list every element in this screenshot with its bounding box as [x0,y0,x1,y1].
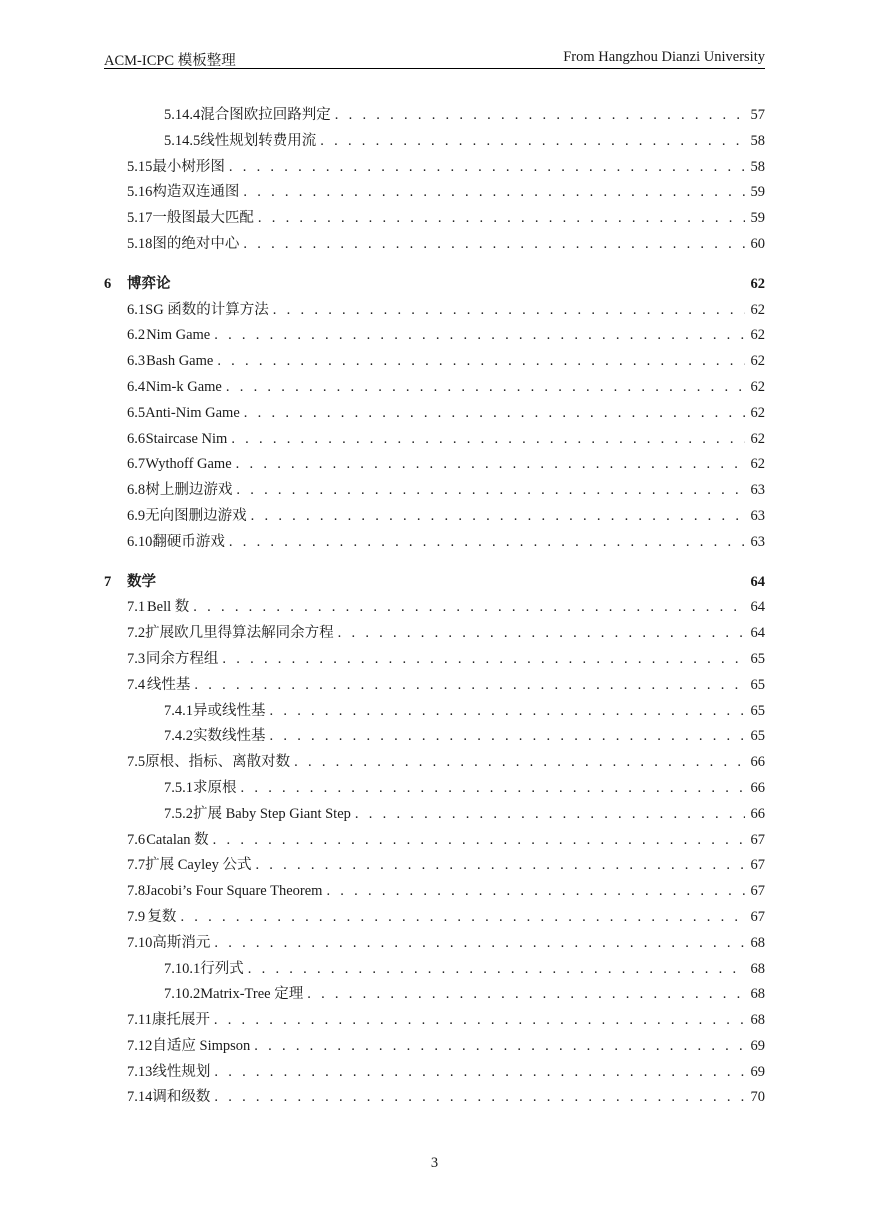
entry-title: Catalan 数 [146,831,209,848]
dot-leader [251,504,745,530]
entry-title: Matrix-Tree 定理 [200,986,304,1003]
entry-page: 65 [750,728,765,745]
entry-number: 6.4 [127,378,146,395]
toc-entry[interactable] [104,957,765,983]
dot-leader [273,298,745,324]
entry-number: 7.6 [127,831,146,848]
entry-page: 63 [750,533,765,550]
entry-page: 65 [750,650,765,667]
toc-chapter-6[interactable] [104,272,765,298]
entry-page: 62 [750,327,765,344]
entry-number: 6.3 [127,353,146,370]
entry-page: 57 [750,107,765,123]
entry-number: 7.5 [127,754,146,771]
entry-page: 67 [750,908,765,925]
entry-page: 70 [750,1089,765,1106]
toc-entry[interactable] [104,673,765,699]
entry-page: 67 [750,883,765,900]
dot-leader [193,595,745,621]
entry-title: 扩展欧几里得算法解同余方程 [145,625,334,642]
entry-number: 7.4.1 [164,702,193,719]
dot-leader [338,621,745,647]
entry-title: 调和级数 [152,1089,211,1106]
entry-number: 7.5.1 [164,779,193,796]
entry-number: 5.15 [127,158,153,175]
toc-entry[interactable] [104,828,765,854]
dot-leader [254,1034,745,1060]
entry-page: 62 [750,430,765,447]
entry-title: 线性规划转费用流 [200,132,317,149]
entry-title: 高斯消元 [152,934,211,951]
dot-leader [258,206,745,232]
entry-number: 7.2 [127,625,146,642]
entry-page: 66 [750,754,765,771]
entry-title: 康托展开 [151,1012,210,1029]
toc-entry[interactable] [104,879,765,905]
entry-title: 扩展 Baby Step Giant Step [193,805,351,822]
chapter-title: 数学 [127,573,156,590]
dot-leader [180,905,745,931]
entry-number: 6.1 [127,301,146,318]
entry-number: 7.8 [127,883,146,900]
dot-leader [214,323,745,349]
entry-title: 一般图最大匹配 [152,210,254,227]
entry-page: 69 [750,1037,765,1054]
entry-number: 7.10.2 [164,986,201,1003]
toc-chapter-7[interactable] [104,570,765,596]
toc-entry[interactable] [104,647,765,673]
entry-number: 7.3 [127,650,146,667]
entry-title: 同余方程组 [145,650,219,667]
entry-page: 59 [750,210,765,227]
entry-number: 6.10 [127,533,153,550]
entry-number: 7.4 [127,676,146,693]
entry-number: 7.4.2 [164,728,193,745]
toc-entry[interactable] [104,155,765,181]
dot-leader [255,853,745,879]
toc-entry[interactable] [104,401,765,427]
dot-leader [355,802,745,828]
dot-leader [226,375,745,401]
toc-entry[interactable] [104,180,765,206]
dot-leader [326,879,745,905]
toc-entry[interactable] [104,530,765,556]
header-title: ACM-ICPC 模板整理 [104,53,236,69]
entry-title: 无向图删边游戏 [145,507,247,524]
header-university: From Hangzhou Dianzi University [563,49,765,65]
entry-number: 7.11 [127,1012,152,1029]
entry-page: 68 [750,986,765,1003]
dot-leader [307,982,745,1008]
entry-title: Bash Game [146,353,214,370]
toc-section-7 [104,595,765,1111]
dot-leader [241,776,746,802]
toc-entry[interactable] [104,595,765,621]
entry-title: Bell 数 [146,599,190,616]
entry-title: Anti-Nim Game [145,404,240,421]
dot-leader [270,699,746,725]
dot-leader [335,103,745,129]
toc-section-6 [104,298,765,556]
toc-entry[interactable] [104,982,765,1008]
entry-number: 5.18 [127,235,153,252]
dot-leader [244,401,745,427]
table-of-contents [104,103,765,1111]
toc-entry[interactable] [104,349,765,375]
entry-page: 62 [750,353,765,370]
entry-number: 5.14.4 [164,107,201,123]
entry-page: 62 [750,378,765,395]
toc-entry[interactable] [104,478,765,504]
entry-number: 6.6 [127,430,146,447]
entry-page: 65 [750,702,765,719]
entry-page: 67 [750,857,765,874]
dot-leader [217,349,745,375]
entry-number: 7.5.2 [164,805,193,822]
entry-number: 6.9 [127,507,146,524]
entry-page: 68 [750,934,765,951]
toc-entry[interactable] [104,206,765,232]
entry-page: 66 [750,805,765,822]
entry-page: 68 [750,960,765,977]
entry-page: 67 [750,831,765,848]
entry-number: 7.10.1 [164,960,201,977]
entry-page: 60 [750,235,765,252]
entry-title: Wythoff Game [145,456,232,473]
entry-page: 63 [750,482,765,499]
toc-entry[interactable] [104,298,765,324]
toc-entry[interactable] [104,1060,765,1086]
toc-entry[interactable] [104,427,765,453]
toc-entry[interactable] [104,129,765,155]
toc-entry[interactable] [104,724,765,750]
entry-title: 树上删边游戏 [145,482,233,499]
entry-title: 复数 [147,908,177,925]
entry-number: 6.8 [127,482,146,499]
toc-section-5-tail [104,103,765,258]
dot-leader [236,478,745,504]
entry-title: 求原根 [193,779,237,796]
chapter-page: 64 [750,573,765,590]
entry-title: 原根、指标、离散对数 [145,754,291,771]
entry-number: 7.10 [127,934,153,951]
dot-leader [213,828,745,854]
chapter-title: 博弈论 [127,275,171,292]
entry-title: 最小树形图 [152,158,225,175]
toc-entry[interactable] [104,1034,765,1060]
toc-entry[interactable] [104,232,765,258]
dot-leader [236,452,745,478]
toc-entry[interactable] [104,699,765,725]
toc-entry[interactable] [104,323,765,349]
entry-number: 7.13 [127,1063,153,1080]
entry-page: 59 [750,184,765,201]
entry-page: 68 [750,1012,765,1029]
entry-number: 5.16 [127,184,153,201]
entry-number: 6.7 [127,456,146,473]
dot-leader [320,129,745,155]
entry-title: SG 函数的计算方法 [145,301,269,318]
dot-leader [214,1085,745,1111]
dot-leader [229,155,745,181]
entry-title: 异或线性基 [193,702,266,719]
entry-title: 线性基 [146,676,191,693]
entry-title: Nim-k Game [145,378,222,395]
toc-entry[interactable] [104,621,765,647]
toc-entry[interactable] [104,452,765,478]
dot-leader [294,750,745,776]
entry-number: 7.9 [127,908,146,925]
entry-title: 混合图欧拉回路判定 [200,107,331,123]
entry-page: 63 [750,507,765,524]
toc-entry[interactable] [104,1085,765,1111]
dot-leader [194,673,745,699]
entry-number: 7.7 [127,857,146,874]
entry-page: 69 [750,1063,765,1080]
entry-page: 58 [750,132,765,149]
dot-leader [229,530,745,556]
dot-leader [214,1060,745,1086]
entry-number: 7.14 [127,1089,153,1106]
entry-title: 扩展 Cayley 公式 [145,857,252,874]
entry-title: Nim Game [146,327,211,344]
toc-entry[interactable] [104,776,765,802]
entry-number: 7.1 [127,599,146,616]
entry-page: 64 [750,625,765,642]
dot-leader [270,724,746,750]
dot-leader [214,1008,745,1034]
entry-title: 自适应 Simpson [152,1037,251,1054]
toc-entry[interactable] [104,853,765,879]
page-number: 3 [430,1155,439,1171]
entry-title: 翻硬币游戏 [152,533,225,550]
entry-page: 64 [750,599,765,616]
entry-page: 62 [750,404,765,421]
dot-leader [222,647,745,673]
toc-entry[interactable] [104,375,765,401]
entry-number: 5.17 [127,210,153,227]
entry-title: 行列式 [200,960,244,977]
entry-title: 图的绝对中心 [152,235,240,252]
dot-leader [243,232,745,258]
entry-title: Staircase Nim [145,430,228,447]
toc-entry[interactable] [104,802,765,828]
dot-leader [248,957,745,983]
entry-title: 线性规划 [152,1063,211,1080]
entry-page: 65 [750,676,765,693]
entry-number: 6.2 [127,327,146,344]
toc-entry[interactable] [104,750,765,776]
toc-entry[interactable] [104,1008,765,1034]
toc-entry[interactable] [104,504,765,530]
entry-page: 62 [750,456,765,473]
dot-leader [243,180,745,206]
page-header [104,48,765,69]
toc-entry[interactable] [104,103,765,129]
chapter-number: 6 [104,275,112,292]
entry-page: 62 [750,301,765,318]
entry-title: Jacobi’s Four Square Theorem [145,883,323,900]
entry-page: 66 [750,779,765,796]
dot-leader [214,931,745,957]
entry-title: 构造双连通图 [152,184,240,201]
chapter-page: 62 [750,275,765,292]
entry-number: 7.12 [127,1037,153,1054]
dot-leader [231,427,745,453]
toc-entry[interactable] [104,931,765,957]
entry-number: 6.5 [127,404,146,421]
entry-page: 58 [750,158,765,175]
chapter-number: 7 [104,573,112,590]
entry-number: 5.14.5 [164,132,201,149]
entry-title: 实数线性基 [193,728,266,745]
toc-entry[interactable] [104,905,765,931]
